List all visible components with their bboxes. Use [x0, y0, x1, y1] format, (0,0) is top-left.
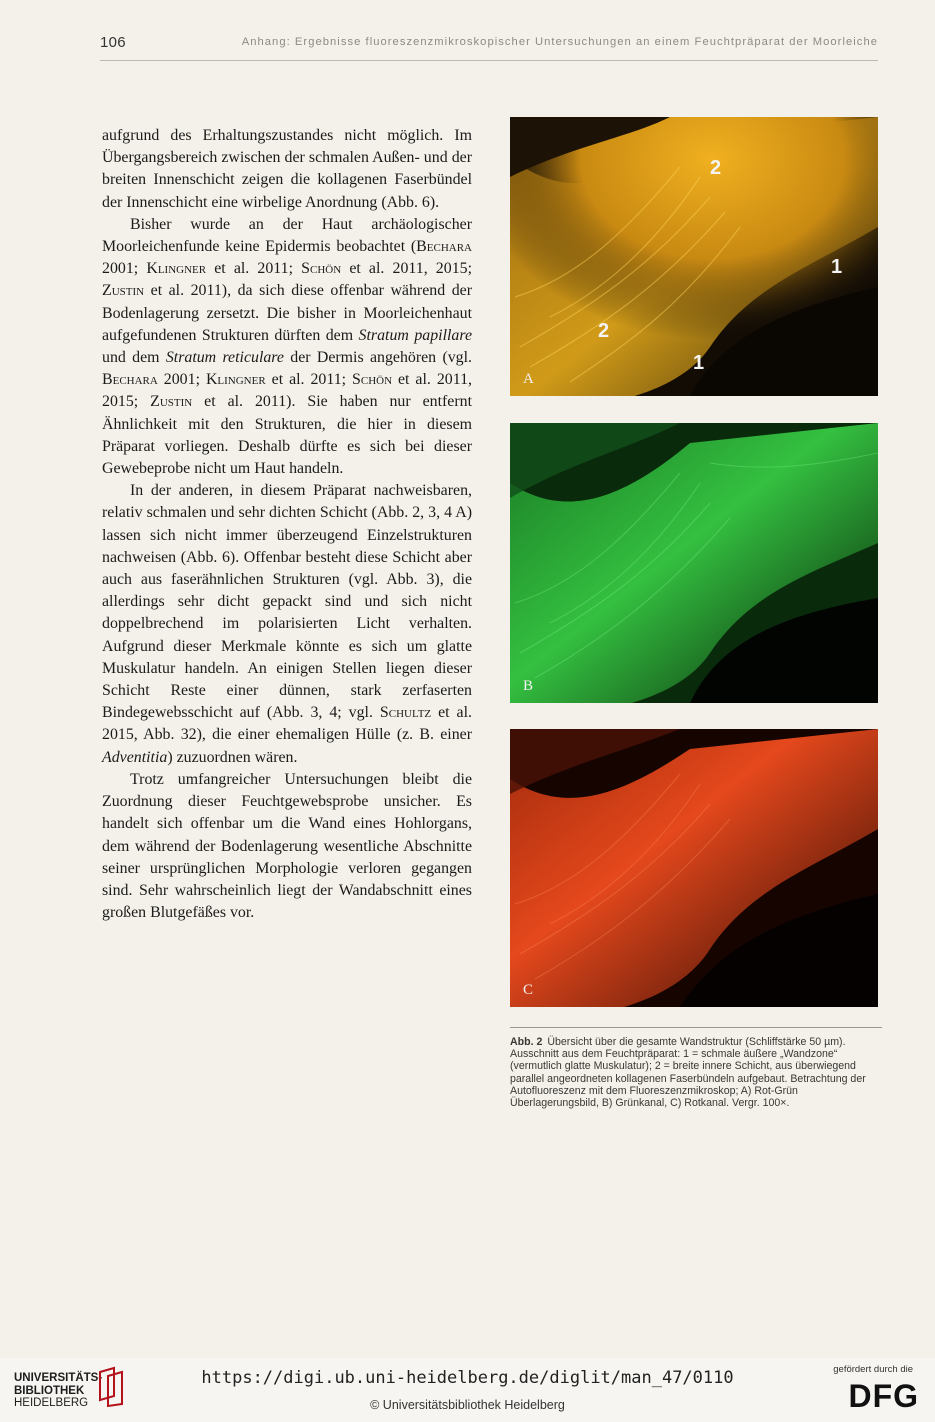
source-url-link[interactable]: https://digi.ub.uni-heidelberg.de/diglit/man_47/0110	[201, 1368, 734, 1388]
text-run: et al. 2011, 2015;	[102, 371, 472, 411]
latin-term: Adventitia	[102, 748, 168, 766]
latin-term: Stratum papillare	[358, 326, 472, 344]
copyright-notice: © Universitätsbibliothek Heidelberg	[370, 1398, 565, 1412]
panel-letter-a: A	[523, 371, 534, 387]
caption-rule	[510, 1027, 882, 1028]
funding-note: gefördert durch die	[833, 1364, 913, 1375]
author-name: Zustin	[150, 393, 193, 411]
figure-b-green	[510, 423, 878, 703]
caption-text: Übersicht über die gesamte Wandstruktur (Schliffstärke 50 µm). Ausschnitt aus dem Feuchtpräparat: 1 = schmale äußere „Wandzone“ (vermutlich glatte Muskulatur); 2 = breite innere Schicht, aus überwiegend parallel angeordneten kollagenen Faserbündeln aufgebaut. Betrachtung der Autofluoreszenz mit dem Fluoreszenzmikroskop; A) Rot-Grün Überlagerungsbild, B) Grünkanal, C) Rotkanal. Vergr. 100×.	[510, 1036, 866, 1110]
text-run: 2001;	[157, 371, 206, 389]
author-name: Schultz	[379, 704, 432, 722]
figure-caption	[510, 1036, 885, 1109]
author-name: Bechara	[102, 371, 158, 389]
text-run: et al. 2015, Abb. 32), die einer ehemaligen Hülle (z. B. einer	[102, 704, 472, 744]
layer-label: 2	[598, 320, 610, 342]
text-run: et al. 2011, 2015;	[341, 260, 473, 278]
page-header	[100, 32, 878, 60]
micrograph-b	[510, 423, 878, 703]
author-name: Zustin	[102, 282, 145, 300]
header-rule	[100, 60, 878, 61]
logo-line-1: UNIVERSITÄTS-	[14, 1372, 103, 1384]
text-run: et al. 2011), da sich diese offenbar während der Bodenlagerung zersetzt. Die bisher in Moorleichenhaut aufgefundenen Strukturen dürften dem	[102, 282, 472, 344]
author-name: Bechara	[416, 238, 472, 256]
micrograph-c	[510, 729, 878, 1007]
panel-letter-c: C	[523, 982, 534, 998]
text-run: et al. 2011). Sie haben nur entfernt Ähnlichkeit mit den Strukturen, die hier in diesem Präparat vorliegen. Deshalb dürfte es sich bei dieser Gewebeprobe nicht um Haut handeln.	[102, 393, 473, 478]
layer-label: 1	[831, 256, 843, 278]
author-name: Schön	[352, 371, 393, 389]
layer-label: 2	[710, 157, 722, 179]
caption-label: Abb. 2	[510, 1036, 543, 1048]
author-name: Klingner	[146, 260, 207, 278]
layer-label: 1	[693, 352, 705, 374]
latin-term: Stratum reticulare	[165, 349, 284, 367]
author-name: Klingner	[205, 371, 266, 389]
paragraph-2	[102, 214, 472, 480]
logo-line-2: BIBLIOTHEK	[14, 1384, 85, 1397]
text-run: und dem	[102, 349, 166, 367]
running-title: Anhang: Ergebnisse fluoreszenzmikroskopischer Untersuchungen an einem Feuchtpräparat der Moorleiche	[241, 36, 878, 48]
paragraph-1: aufgrund des Erhaltungszustandes nicht möglich. Im Übergangsbereich zwischen der schmalen Außen- und der breiten Innenschicht zeigen die kollagenen Faserbündel der Innenschicht eine wirbelige Anordnung (Abb. 6).	[102, 127, 472, 211]
text-run: 2001;	[102, 260, 147, 278]
paragraph-4: Trotz umfangreicher Untersuchungen bleibt die Zuordnung dieser Feuchtgewebsprobe unsicher. Es handelt sich offenbar um die Wand eines Hohlorgans, dem während der Bodenlagerung wesentliche Abschnitte seiner ursprünglichen Morphologie verloren gegangen sind. Sehr wahrscheinlich liegt der Wandabschnitt eines großen Blutgefäßes vor.	[102, 770, 472, 922]
footer-bar	[0, 1358, 935, 1422]
figure-c-red	[510, 729, 878, 1007]
text-run: In der anderen, in diesem Präparat nachweisbaren, relativ schmalen und sehr dichten Schicht (Abb. 2, 3, 4 A) lassen sich nicht immer überzeugend Einzelstrukturen nachweisen (Abb. 6). Offenbar besteht diese Schicht aber auch aus faserähnlichen Strukturen (vgl. Abb. 3), die allerdings sehr dicht gepackt sind und sich nicht doppelbrechend im polarisierten Licht verhalten. Aufgrund dieser Merkmale könnte es sich um glatte Muskulatur handeln. An einigen Stellen liegen dieser Schicht Reste einer dünnen, stark zerfaserten Bindegewebsschicht auf (Abb. 3, 4; vgl.	[102, 482, 472, 722]
page-number: 106	[100, 34, 126, 51]
text-run: et al. 2011;	[206, 260, 302, 278]
figure-a-overlay	[510, 117, 878, 396]
text-run: der Dermis angehören (vgl.	[283, 349, 473, 367]
text-run: Bisher wurde an der Haut archäologischer Moorleichenfunde keine Epidermis beobachtet (	[102, 215, 472, 256]
text-run: et al. 2011;	[265, 371, 353, 389]
body-text	[102, 125, 472, 924]
logo-line-3: HEIDELBERG	[14, 1397, 89, 1409]
text-run: ) zuzuordnen wären.	[167, 748, 298, 766]
author-name: Schön	[301, 260, 342, 278]
paragraph-3	[102, 480, 472, 769]
panel-letter-b: B	[523, 678, 534, 694]
dfg-logo[interactable]: DFG	[848, 1378, 919, 1414]
